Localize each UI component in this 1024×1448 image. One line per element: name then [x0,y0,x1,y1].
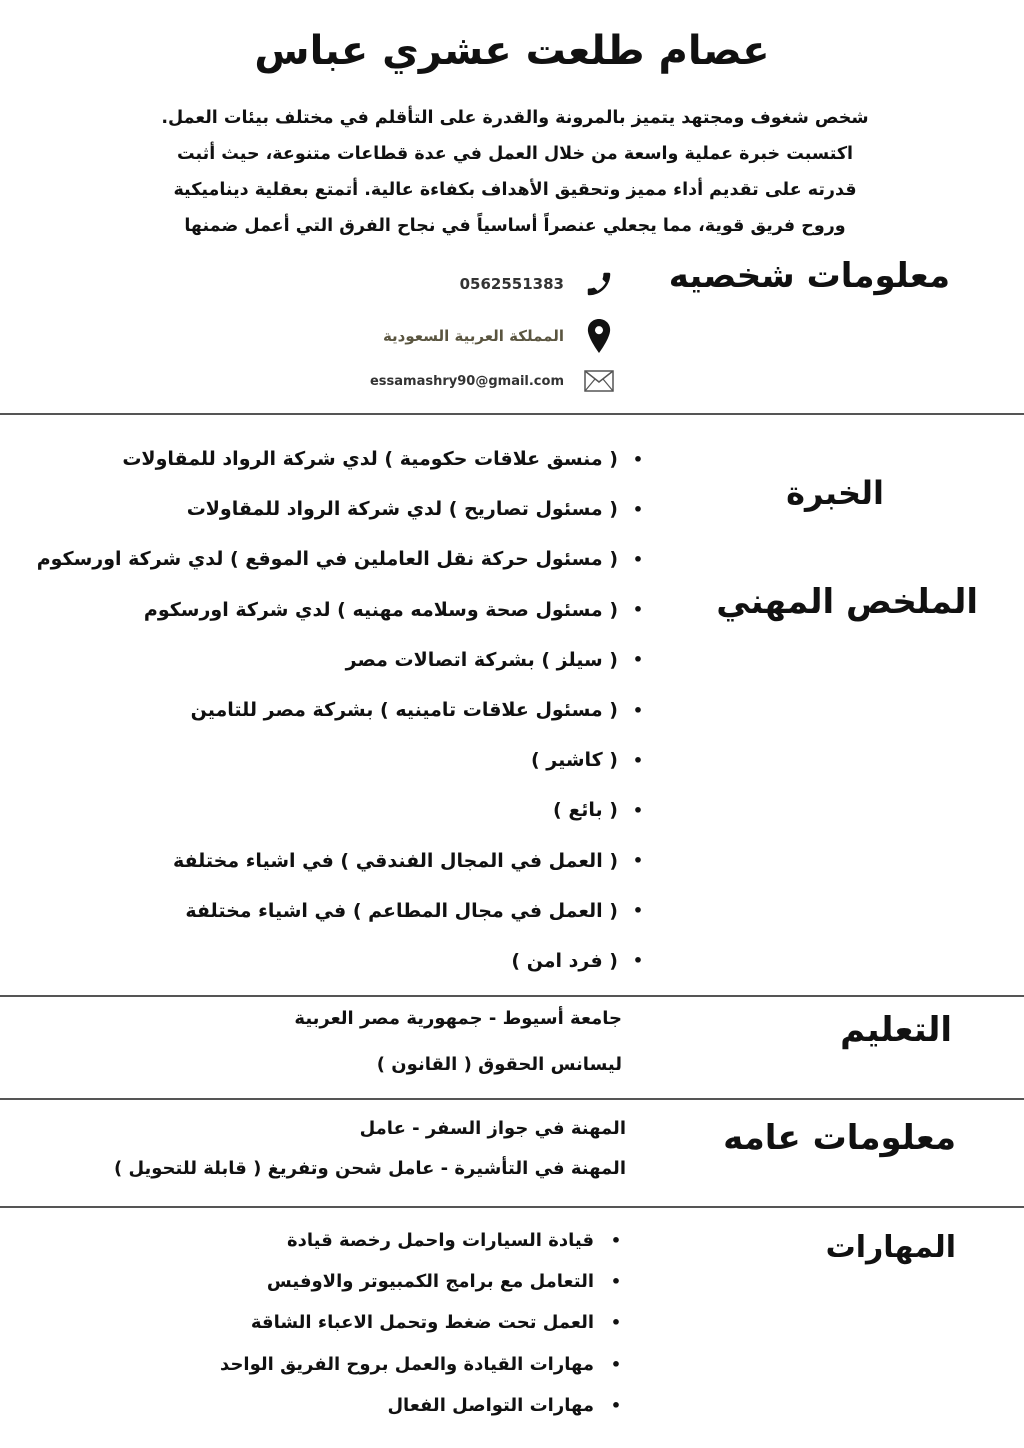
skill-item: • التعامل مع برامج الكمبيوتر والاوفيس [266,1271,622,1293]
bullet: • [610,1231,622,1251]
experience-item: • ( سيلز ) بشركة اتصالات مصر [345,648,644,671]
experience-item: • ( بائع ) [553,799,644,822]
bullet: • [632,750,644,770]
experience-item: • ( العمل في المجال الفندقي ) في اشياء مختلفة [172,849,644,872]
experience-item: • ( مسئول تصاريح ) لدي شركة الرواد للمقاولات [186,498,644,521]
summary-line: قدرته على تقديم أداء مميز وتحقيق الأهداف بكفاءة عالية. أتمتع بعقلية ديناميكية [173,180,857,200]
summary-line: اكتسبت خبرة عملية واسعة من خلال العمل في عدة قطاعات متنوعة، حيث أثبت [176,144,854,164]
bullet: • [632,700,644,720]
experience-item: • ( العمل في مجال المطاعم ) في اشياء مختلفة [185,899,644,922]
bullet: • [610,1354,622,1374]
education-university: جامعة أسيوط - جمهورية مصر العربية [294,1008,622,1029]
skill-item: • مهارات القيادة والعمل بروح الفريق الواحد [220,1353,622,1375]
skills-list [220,1220,622,1426]
bullet: • [632,851,644,871]
profile-summary [120,100,910,244]
education-degree: ليسانس الحقوق ( القانون ) [376,1054,622,1075]
experience-item: • ( مسئول علاقات تامينيه ) بشركة مصر للتامين [190,699,644,722]
experience-item: • ( كاشير ) [530,749,644,772]
bullet: • [632,951,644,971]
bullet: • [632,600,644,620]
summary-line: وروح فريق قوية، مما يجعلي عنصراً أساسياً في نجاح الفرق التي أعمل ضمنها [184,216,846,236]
bullet: • [632,650,644,670]
bullet: • [610,1272,622,1292]
section-divider [0,413,1024,415]
phone-icon [582,268,616,300]
location-pin-icon [582,318,616,354]
experience-item: • ( فرد امن ) [511,949,644,972]
personal-info-heading: معلومات شخصيه [668,256,950,296]
phone-row [460,268,616,300]
section-divider [0,1098,1024,1100]
experience-list [37,434,644,986]
professional-summary-heading: الملخص المهني [716,582,978,622]
experience-item: • ( منسق علاقات حكومية ) لدي شركة الرواد للمقاولات [122,448,644,471]
bullet: • [632,800,644,820]
email-address[interactable]: essamashry90@gmail.com [369,373,564,389]
experience-heading: الخبرة [786,474,884,512]
location-row [383,318,616,354]
general-info-heading: معلومات عامه [723,1118,956,1158]
mail-icon [582,370,616,392]
bullet: • [610,1395,622,1415]
skill-item: • العمل تحت ضغط وتحمل الاعباء الشاقة [250,1312,622,1334]
section-divider [0,1206,1024,1208]
bullet: • [632,901,644,921]
passport-profession: المهنة في جواز السفر - عامل [359,1118,626,1139]
location-text: المملكة العربية السعودية [382,327,564,345]
experience-item: • ( مسئول صحة وسلامه مهنيه ) لدي شركة اورسكوم [143,598,644,621]
education-heading: التعليم [840,1010,952,1050]
skill-item: • مهارات التواصل الفعال [387,1394,622,1416]
email-row [370,370,616,392]
visa-profession: المهنة في التأشيرة - عامل شحن وتفريغ ( قابلة للتحويل ) [113,1158,626,1179]
skill-item: • قيادة السيارات واحمل رخصة قيادة [286,1230,622,1252]
bullet: • [632,449,644,469]
summary-line: شخص شغوف ومجتهد يتميز بالمرونة والقدرة على التأقلم في مختلف بيئات العمل. [161,108,869,128]
bullet: • [632,549,644,569]
experience-item: • ( مسئول حركة نقل العاملين في الموقع ) لدي شركة اورسكوم [36,548,644,571]
section-divider [0,995,1024,997]
resume-name: عصام طلعت عشري عباس [254,28,770,74]
phone-number[interactable]: 0562551383 [459,275,564,293]
bullet: • [632,499,644,519]
bullet: • [610,1313,622,1333]
skills-heading: المهارات [825,1230,956,1265]
